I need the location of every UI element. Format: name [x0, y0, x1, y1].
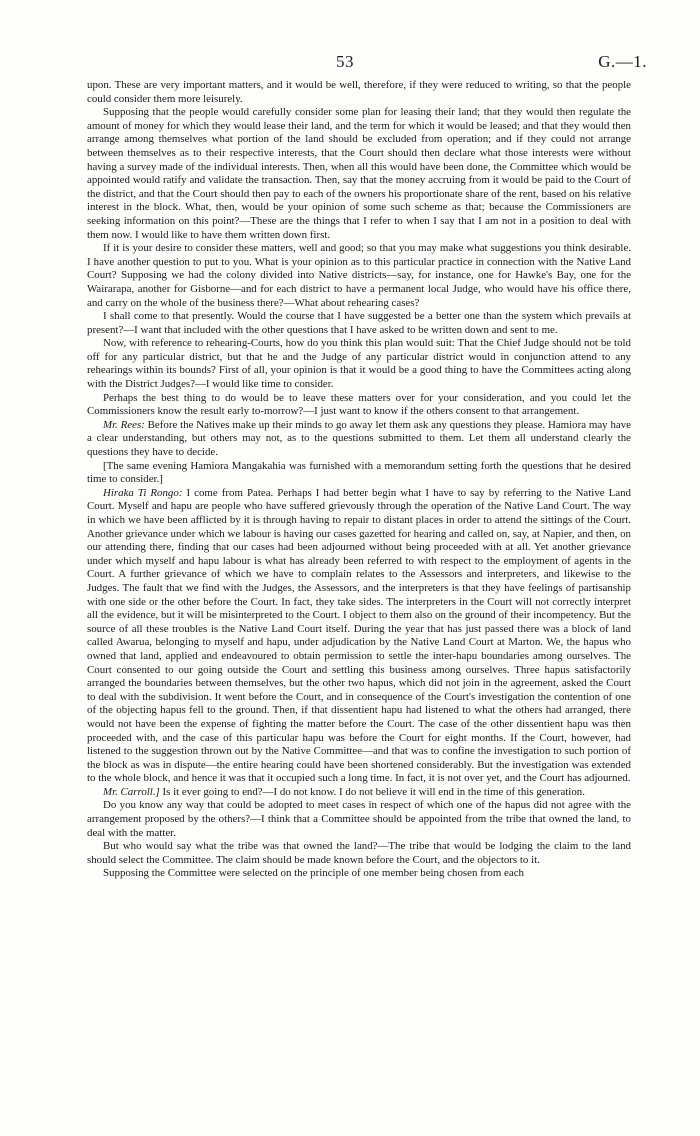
paragraph: Now, with reference to rehearing-Courts, how do you think this plan would suit: That the Chief Judge should not be told off for any particular district, but that he and the Judge of any particular district would in conjunction attend to any rehearings within its bounds? First of all, your opinion is that it would be a good thing to have the Committees acting along with the District Judges?—I would like time to consider. [87, 337, 631, 391]
speaker-name: Mr. Carroll.] [103, 785, 160, 798]
speaker-name: Mr. Rees: [103, 418, 145, 431]
speaker-name: Hiraka Ti Rongo: [103, 486, 183, 499]
page-header [0, 52, 700, 74]
paragraph: upon. These are very important matters, and it would be well, therefore, if they were reduced to writing, so that the people could consider them more leisurely. [87, 79, 631, 105]
paragraph: Do you know any way that could be adopted to meet cases in respect of which one of the hapus did not agree with the arrangement proposed by the others?—I think that a Committee should be appointed from the tribe that owned the land, to deal with the matter. [87, 799, 631, 839]
paragraph: Mr. Rees: Before the Natives make up their minds to go away let them ask any questions they please. Hamiora may have a clear understanding, but others may not, as to the questions submitted to them. Let them all understand clearly the questions they have to decide. [87, 418, 631, 459]
paragraph: Hiraka Ti Rongo: I come from Patea. Perhaps I had better begin what I have to say by referring to the Native Land Court. Myself and hapu are people who have suffered grievously through the operation of the Native Land Court. The way in which we have been afflicted by it is through having to repair to distant places in order to attend the sittings of the Court. Another grievance under which we labour is having our cases gazetted for hearing and called on, say, at Napier, and then, on our attending there, finding that our cases had been adjourned without being proceeded with at all. Yet another grievance under which myself and hapu labour is what has already been referred to with respect to the employment of agents in the Court. A further grievance of which we have to complain relates to the Assessors and interpreters, and likewise to the Judges. The fault that we find with the Judges, the Assessors, and the interpreters is that they have feelings of partisanship with one side or the other before the Court. In fact, they take sides. The interpreters in the Court will not correctly interpret all the evidence, but it will be misinterpreted to the Court. I object to them also on the ground of their incompetency. But the source of all these troubles is the Native Land Court itself. During the year that has just passed there was a block of land called Awarua, belonging to myself and hapu, under adjudication by the Native Land Court at Marton. We, the hapus who owned that land, applied and endeavoured to obtain permission to settle the inter-hapu boundaries among ourselves. The Court consented to our going outside the Court and settling this business among ourselves. Three hapus satisfactorily arranged the boundaries between themselves, but the other two hapus, which did not join in the agreement, asked the Court to deal with the subdivision. It went before the Court, and in consequence of the Court's investigation the contention of one of the objecting hapus fell to the ground. Then, if that dissentient hapu had listened to what the others had arranged, there would not have been the expense of fighting the matter before the Court. The case of the other dissentient hapu was then proceeded with, and the case of this particular hapu was before the Court for eight months. If the Court, however, had listened to the suggestion thrown out by the Native Committee—and that was to confine the investigation to such portion of the block as was in dispute—the entire hearing could have been shortened considerably. But the investigation was extended to the whole block, and hence it was that it occupied such a long time. In fact, it is not over yet, and the Court has adjourned. [87, 486, 631, 785]
paragraph: I shall come to that presently. Would the course that I have suggested be a better one than the system which prevails at present?—I want that included with the other questions that I have asked to be written down and sent to me. [87, 310, 631, 336]
paragraph: Supposing the Committee were selected on the principle of one member being chosen from each [103, 867, 524, 880]
page-number: 53 [336, 52, 354, 71]
paragraph: [The same evening Hamiora Mangakahia was furnished with a memorandum setting forth the questions that he desired time to consider.] [87, 459, 631, 486]
paragraph: Supposing that the people would carefully consider some plan for leasing their land; that they would then regulate the amount of money for which they would lease their land, and the term for which it would be leased; and that they would then arrange among themselves what portion of the land should be excluded from operation; and if they could not arrange between themselves as to their respective interests, that the Court should then declare what those interests were without having a survey made of the individual interests. Then, when all this would have been done, the Committee which would be appointed would ratify and validate the transaction. Then, say that the money accruing from it would be paid to the Court of the district, and that the Court should then pay to each of the owners his proportionate share of the rent, based on his relative interest in the block. What, then, would be your opinion of some such scheme as that; because the Commissioners are seeking information on this point?—These are the things that I refer to when I say that I am not in a position to deal with them now. I would like to have them written down first. [87, 106, 631, 241]
document-code: G.—1. [598, 52, 647, 71]
paragraph: Mr. Carroll.] Is it ever going to end?—I do not know. I do not believe it will end in the time of this generation. [103, 785, 585, 798]
paragraph: If it is your desire to consider these matters, well and good; so that you may make what suggestions you think desirable. I have another question to put to you. What is your opinion as to this particular practice in connection with the Native Land Court? Supposing we had the colony divided into Native districts—say, for instance, one for Hawke's Bay, one for the Wairarapa, another for Gisborne—and for each district to have a permanent local Judge, who would have his office there, and carry on the whole of the business there?—What about rehearing cases? [87, 242, 631, 309]
paragraph: Perhaps the best thing to do would be to leave these matters over for your consideration, and you could let the Commissioners know the result early to-morrow?—I just want to know if the others consent to that arrangement. [87, 391, 631, 418]
paragraph: But who would say what the tribe was that owned the land?—The tribe that would be lodging the claim to the land should select the Committee. The claim should be made known before the Court, and the objectors to it. [87, 840, 631, 866]
body-text [87, 79, 631, 881]
